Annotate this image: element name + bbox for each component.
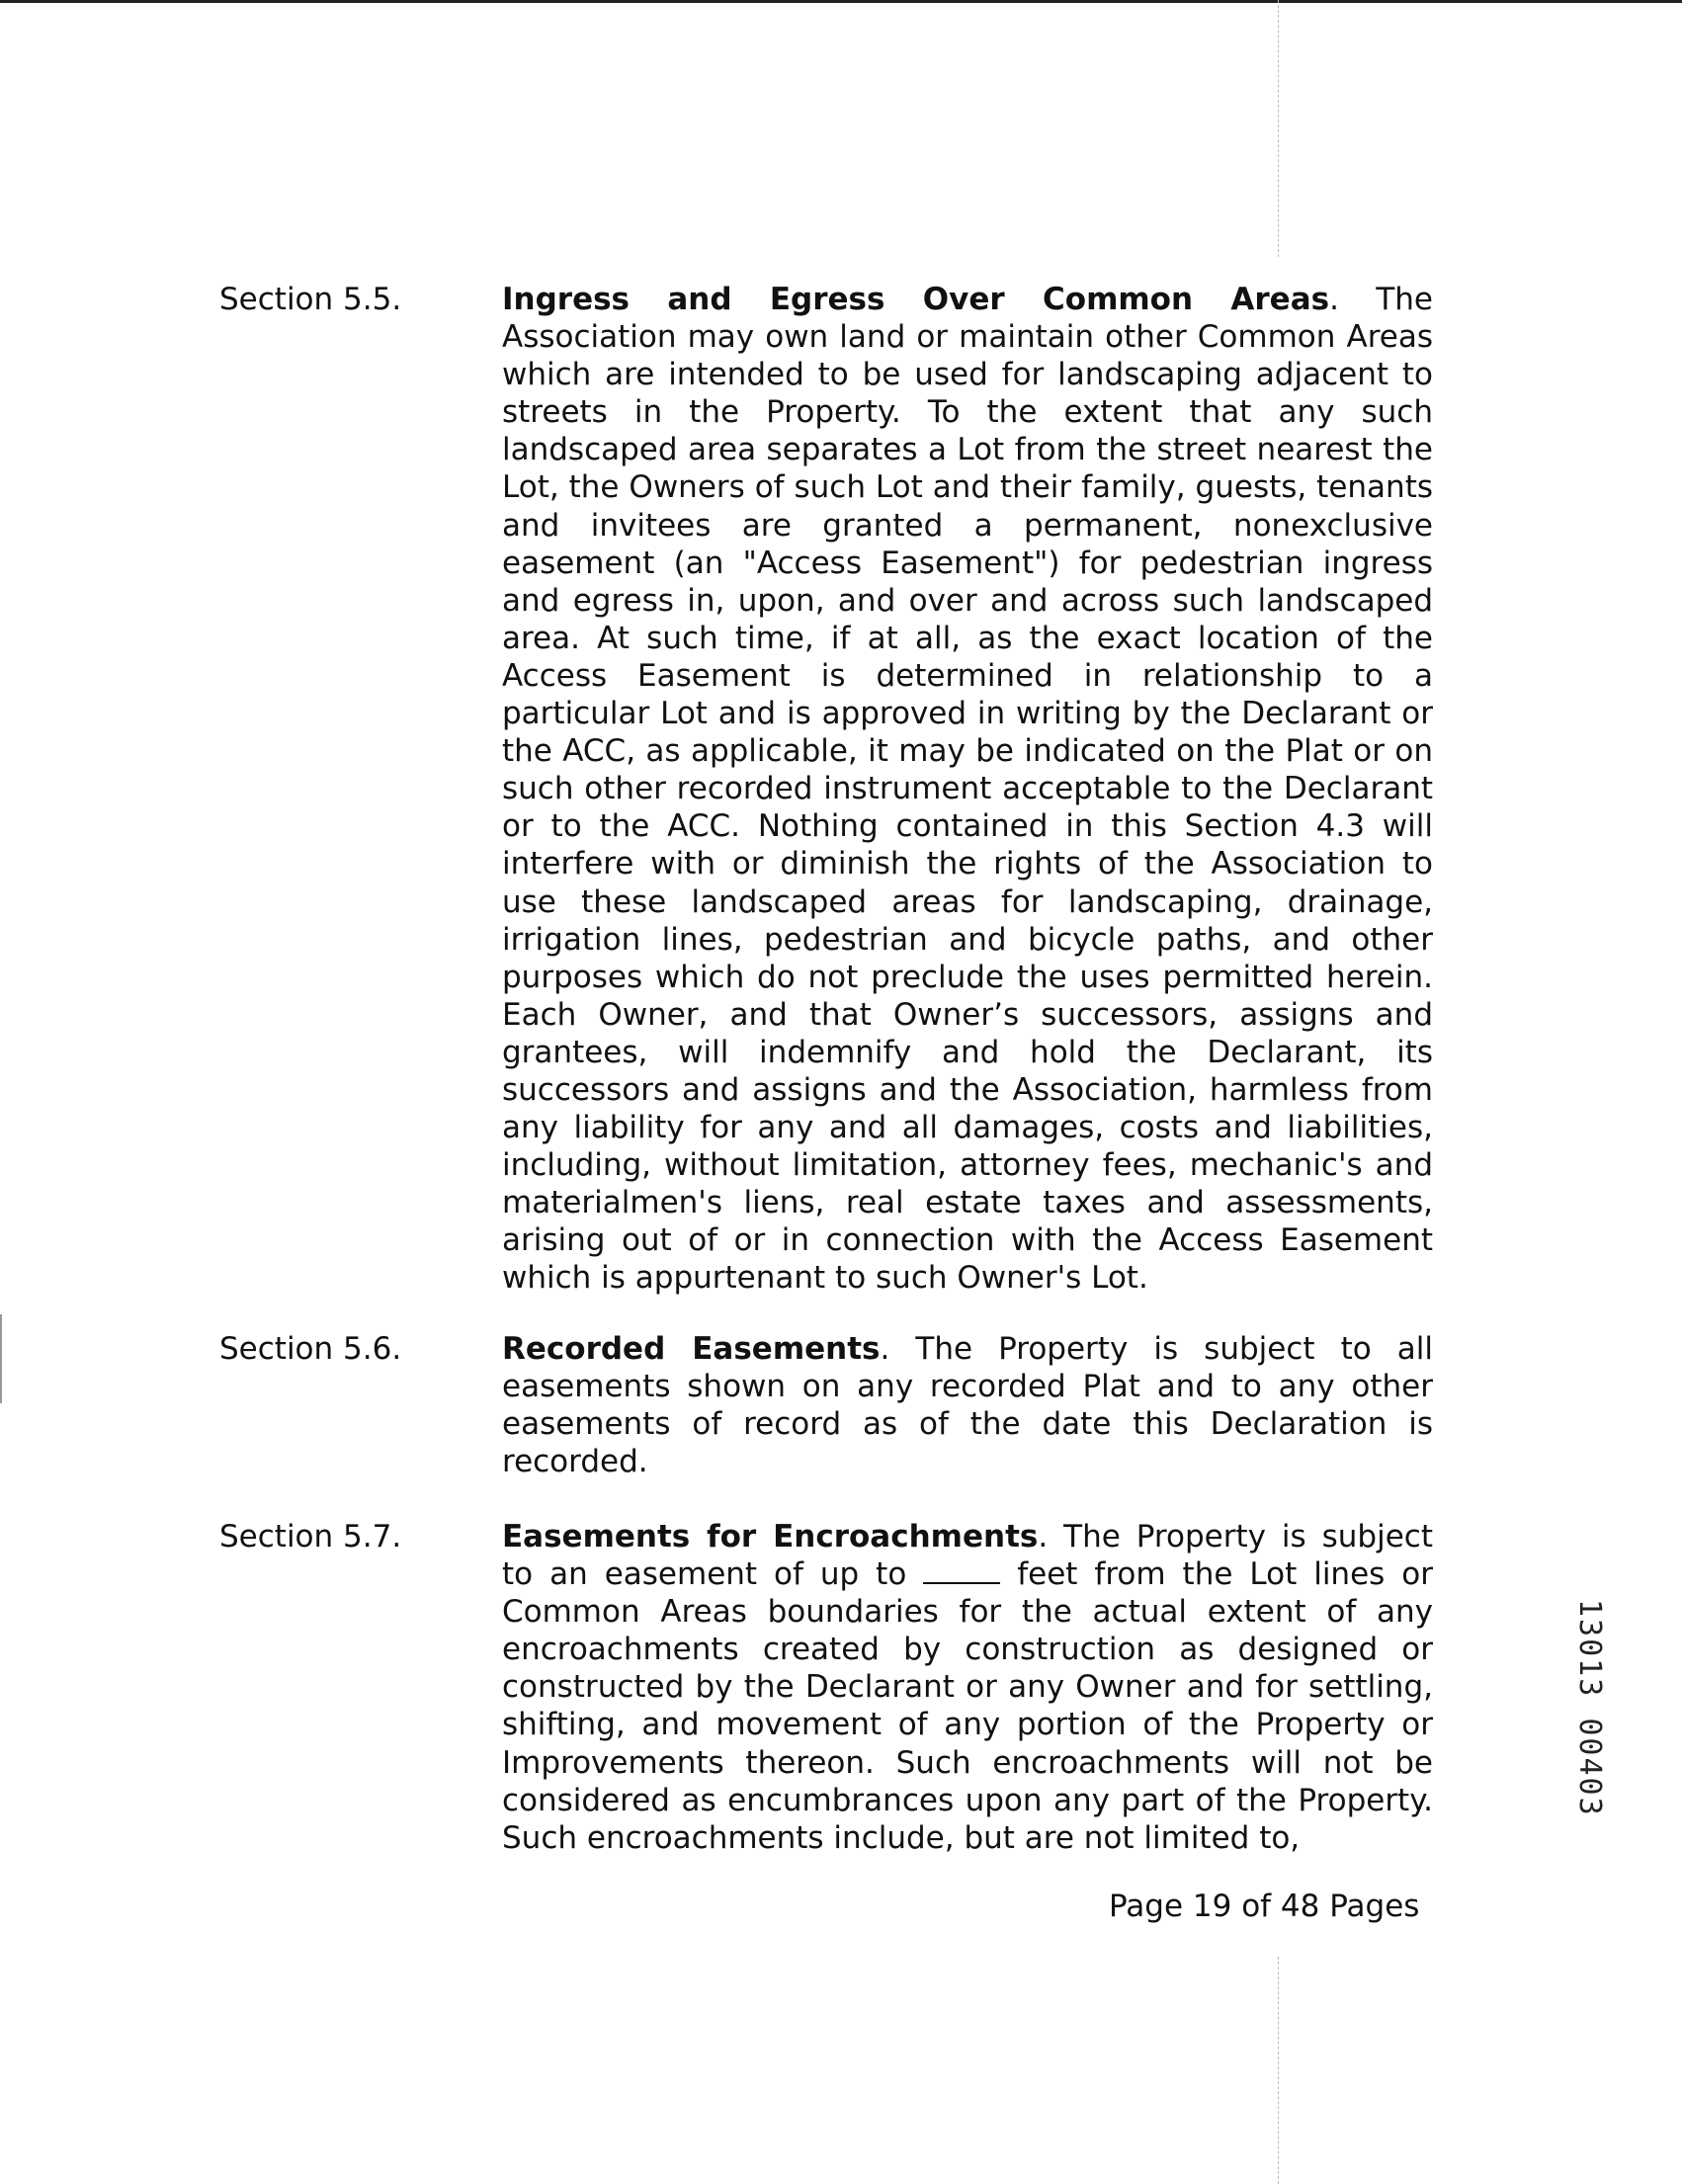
top-border-rule xyxy=(0,0,1682,3)
section-body-end: feet from the Lot lines or Common Areas boundaries for the actual extent of any encroachments created by construction as designed or constructed by the Declarant or any Owner and for settling, shifting, and movement of any portion of the Property or Improvements thereon. Such encroachments will not be considered as encumbrances upon any part of the Property. Such encroachments include, but are not limited to, xyxy=(502,1556,1433,1856)
section-label: Section 5.6. xyxy=(219,1331,402,1367)
scan-artifact-edge xyxy=(0,1314,3,1403)
section-label: Section 5.5. xyxy=(219,282,402,317)
recording-stamp xyxy=(1572,1599,1617,1866)
section-label: Section 5.7. xyxy=(219,1519,402,1554)
page-number: Page 19 of 48 Pages xyxy=(1109,1889,1420,1924)
section-5-5 xyxy=(219,281,1435,1299)
section-text xyxy=(502,1330,1433,1480)
fill-in-blank xyxy=(923,1560,1000,1584)
section-body-start: The Property is subject to an easement of up to xyxy=(502,1519,1433,1593)
section-title-punctuation: . xyxy=(1038,1519,1049,1554)
section-5-6 xyxy=(219,1330,1435,1488)
section-title-punctuation: . xyxy=(1329,282,1339,317)
section-body: The Association may own land or maintain other Common Areas which are intended to be used for landscaping adjacent to streets in the Property. To the extent that any such landscaped area separates a Lot from the street nearest the Lot, the Owners of such Lot and their family, guests, tenants and invitees are granted a permanent, nonexclusive easement (an "Access Easement") for pedestrian ingress and egress in, upon, and over and across such landscaped area. At such time, if at all, as the exact location of the Access Easement is determined in relationship to a particular Lot and is approved in writing by the Declarant or the ACC, as applicable, it may be indicated on the Plat or on such other recorded instrument acceptable to the Declarant or to the ACC. Nothing contained in this Section 4.3 will interfere with or diminish the rights of the Association to use these landscaped areas for landscaping, drainage, irrigation lines, pedestrian and bicycle paths, and other purposes which do not preclude the uses permitted herein. Each Owner, and that Owner’s successors, assigns and grantees, will indemnify and hold the Declarant, its successors and assigns and the Association, harmless from any liability for any and all damages, costs and liabilities, including, without limitation, attorney fees, mechanic's and materialmen's liens, real estate taxes and assessments, arising out of or in connection with the Access Easement which is appurtenant to such Owner's Lot. xyxy=(502,282,1433,1297)
section-text xyxy=(502,281,1433,1298)
section-title: Easements for Encroachments xyxy=(502,1519,1039,1554)
section-title: Recorded Easements xyxy=(502,1331,881,1367)
section-title: Ingress and Egress Over Common Areas xyxy=(502,282,1330,317)
section-text xyxy=(502,1518,1433,1857)
recording-stamp-text: 13013 00403 xyxy=(1572,1599,1607,1817)
scan-artifact-line xyxy=(1278,1957,1280,2184)
section-5-7 xyxy=(219,1518,1435,1864)
section-title-punctuation: . xyxy=(880,1331,890,1367)
scan-artifact-line xyxy=(1278,0,1280,257)
section-body: The Property is subject to all easements shown on any recorded Plat and to any other easements of record as of the date this Declaration is recorded. xyxy=(502,1331,1433,1480)
